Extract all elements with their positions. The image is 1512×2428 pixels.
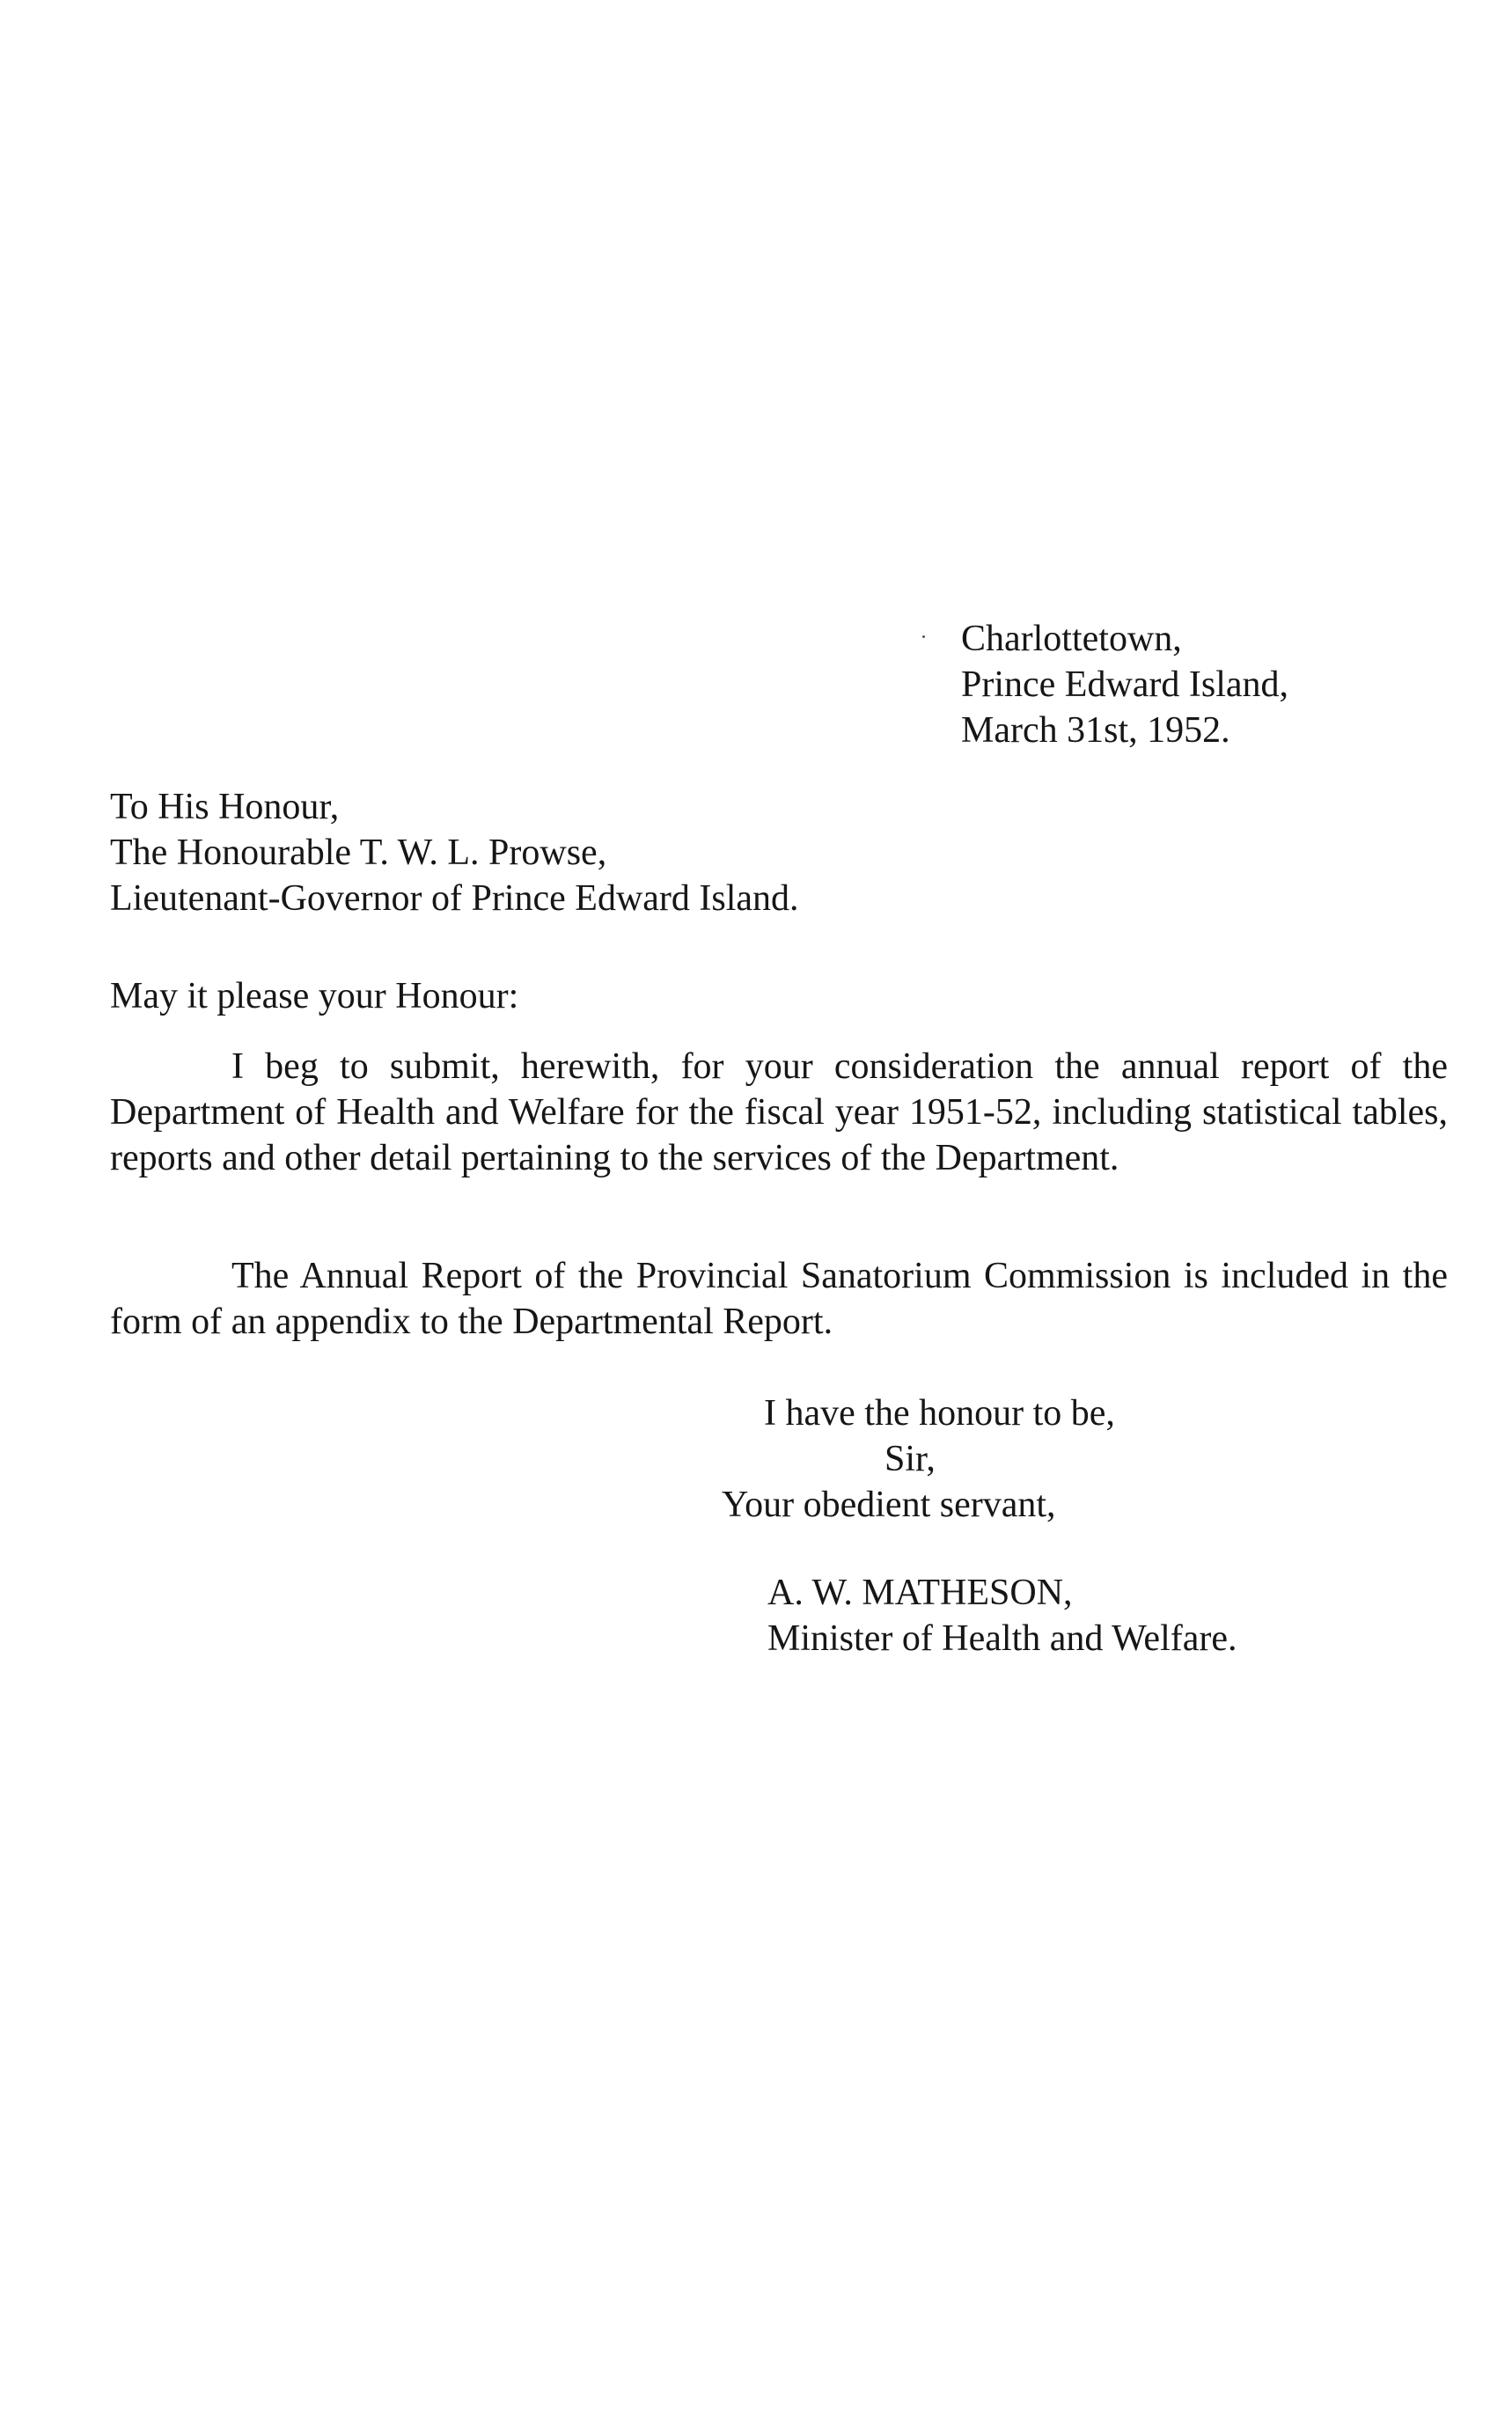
recipient-line-title: Lieutenant-Governor of Prince Edward Island. bbox=[110, 878, 799, 919]
signatory-title: Minister of Health and Welfare. bbox=[767, 1618, 1237, 1659]
closing-line-honour: I have the honour to be, bbox=[764, 1393, 1115, 1434]
salutation: May it please your Honour: bbox=[110, 976, 519, 1016]
body-paragraph-2-text: The Annual Report of the Provincial Sanatorium Commission is included in the form of an appendix to the Departmental Report. bbox=[110, 1256, 1448, 1342]
signature-block bbox=[767, 1570, 1237, 1661]
signatory-name: A. W. MATHESON, bbox=[767, 1573, 1073, 1613]
body-paragraph-2 bbox=[110, 1253, 1448, 1345]
recipient-line-honour: To His Honour, bbox=[110, 787, 340, 827]
letter-date: March 31st, 1952. bbox=[961, 710, 1230, 751]
recipient-address bbox=[110, 784, 799, 921]
closing bbox=[722, 1390, 1115, 1528]
body-paragraph-1-text: I beg to submit, herewith, for your consideration the annual report of the Department of Health and Welfare for the fiscal year 1951-52, including statistical tables, reports and other detail pertaining to the services of the Department. bbox=[110, 1046, 1448, 1178]
closing-line-sir: Sir, bbox=[884, 1439, 936, 1479]
stray-mark bbox=[922, 635, 925, 638]
closing-line-servant: Your obedient servant, bbox=[722, 1485, 1056, 1525]
recipient-line-name: The Honourable T. W. L. Prowse, bbox=[110, 833, 607, 873]
body-paragraph-1 bbox=[110, 1044, 1448, 1181]
address-line-province: Prince Edward Island, bbox=[961, 664, 1289, 705]
sender-address bbox=[961, 616, 1288, 753]
address-line-city: Charlottetown, bbox=[961, 619, 1182, 659]
